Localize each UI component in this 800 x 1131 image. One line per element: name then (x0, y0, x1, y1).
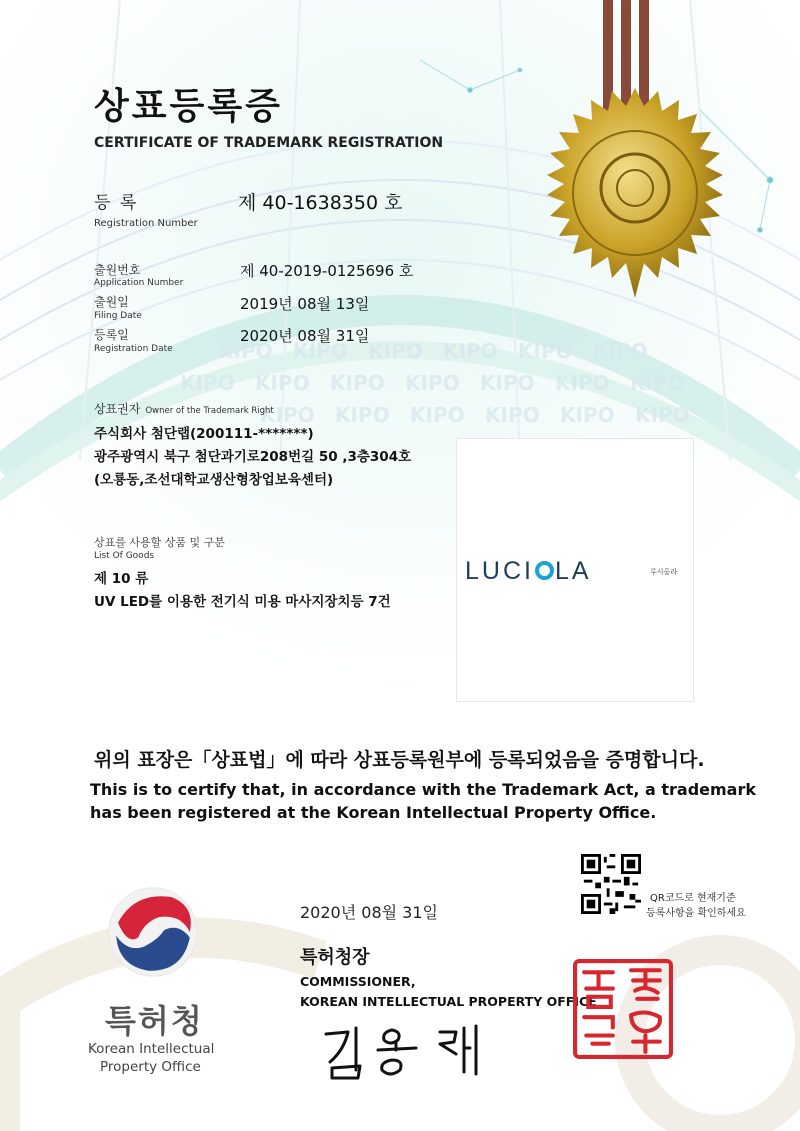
qr-note-line1: QR코드로 현재기준 (650, 893, 736, 904)
qr-code-icon (581, 854, 641, 914)
goods-class: 제 10 류 (94, 571, 149, 587)
watermark-kipo: KIPO (293, 339, 348, 363)
gold-seal-icon (530, 88, 740, 298)
trademark-text-before: LUCI (465, 557, 534, 585)
watermark-kipo: KIPO (560, 403, 615, 427)
filing-date: 2019년 08월 13일 (240, 295, 370, 313)
filing-label-en: Filing Date (94, 311, 142, 321)
watermark-kipo: KIPO (630, 371, 685, 395)
issue-date: 2020년 08월 31일 (300, 903, 438, 922)
registration-date-label-en: Registration Date (94, 344, 173, 354)
registration-label-kr: 등 록 (94, 193, 139, 213)
watermark-kipo: KIPO (218, 339, 273, 363)
goods-description: UV LED를 이용한 전기식 미용 마사지장치등 7건 (94, 594, 391, 610)
office-name-kr: 특허청 (105, 1002, 204, 1040)
goods-label-kr: 상표를 사용할 상품 및 구분 (94, 536, 225, 549)
office-name-en-line1: Korean Intellectual (88, 1041, 215, 1057)
commissioner-signature (320, 1020, 520, 1080)
trademark-text-after: LA (554, 557, 592, 585)
watermark-kipo: KIPO (255, 371, 310, 395)
owner-label-kr: 상표권자 (94, 402, 141, 416)
registration-date: 2020년 08월 31일 (240, 327, 370, 345)
commissioner-title-kr: 특허청장 (300, 947, 370, 968)
watermark-kipo: KIPO (410, 403, 465, 427)
certification-text-en-line1: This is to certify that, in accordance with the Trademark Act, a trademark (90, 780, 756, 799)
application-label-kr: 출원번호 (94, 263, 141, 277)
kipo-emblem-icon (107, 886, 199, 978)
watermark-kipo: KIPO (593, 339, 648, 363)
watermark-kipo: KIPO (335, 403, 390, 427)
watermark-kipo: KIPO (485, 403, 540, 427)
watermark-kipo: KIPO (368, 339, 423, 363)
certification-text-en-line2: has been registered at the Korean Intellectual Property Office. (90, 803, 657, 822)
watermark-kipo: KIPO (260, 403, 315, 427)
owner-label-en: Owner of the Trademark Right (145, 406, 274, 416)
application-label-en: Application Number (94, 278, 184, 288)
owner-name: 주식회사 첨단랩(200111-*******) (94, 426, 314, 442)
owner-address-line1: 광주광역시 북구 첨단과기로208번길 50 ,3층304호 (94, 449, 412, 465)
trademark-o-circle-icon (535, 561, 554, 580)
watermark-kipo: KIPO (330, 371, 385, 395)
watermark-kipo: KIPO (635, 403, 690, 427)
official-seal-stamp-icon (572, 958, 674, 1060)
watermark-kipo: KIPO (443, 339, 498, 363)
trademark-text-kr: 루시올라 (650, 568, 678, 576)
goods-label-en: List Of Goods (94, 551, 155, 561)
certification-text-kr: 위의 표장은「상표법」에 따라 상표등록원부에 등록되었음을 증명합니다. (94, 749, 705, 771)
commissioner-title-en-line2: KOREAN INTELLECTUAL PROPERTY OFFICE (300, 994, 597, 1009)
filing-label-kr: 출원일 (94, 295, 129, 309)
qr-note-line2: 등록사항을 확인하세요 (646, 908, 746, 919)
watermark-kipo: KIPO (518, 339, 573, 363)
office-name-en-line2: Property Office (100, 1059, 201, 1075)
commissioner-title-en-line1: COMMISSIONER, (300, 974, 416, 989)
owner-label (94, 398, 274, 417)
watermark-kipo: KIPO (555, 371, 610, 395)
registration-label-en: Registration Number (94, 218, 198, 229)
watermark-kipo: KIPO (180, 371, 235, 395)
watermark-kipo: KIPO (405, 371, 460, 395)
application-number: 제 40-2019-0125696 호 (240, 262, 414, 280)
registration-date-label-kr: 등록일 (94, 328, 129, 342)
trademark-wordmark (465, 557, 592, 586)
registration-number: 제 40-1638350 호 (238, 192, 403, 214)
certificate-title-kr: 상표등록증 (94, 86, 283, 127)
certificate-title-en: CERTIFICATE OF TRADEMARK REGISTRATION (94, 135, 444, 151)
trademark-image (456, 438, 694, 702)
watermark-kipo: KIPO (480, 371, 535, 395)
owner-address-line2: (오룡동,조선대학교생산형창업보육센터) (94, 472, 334, 488)
